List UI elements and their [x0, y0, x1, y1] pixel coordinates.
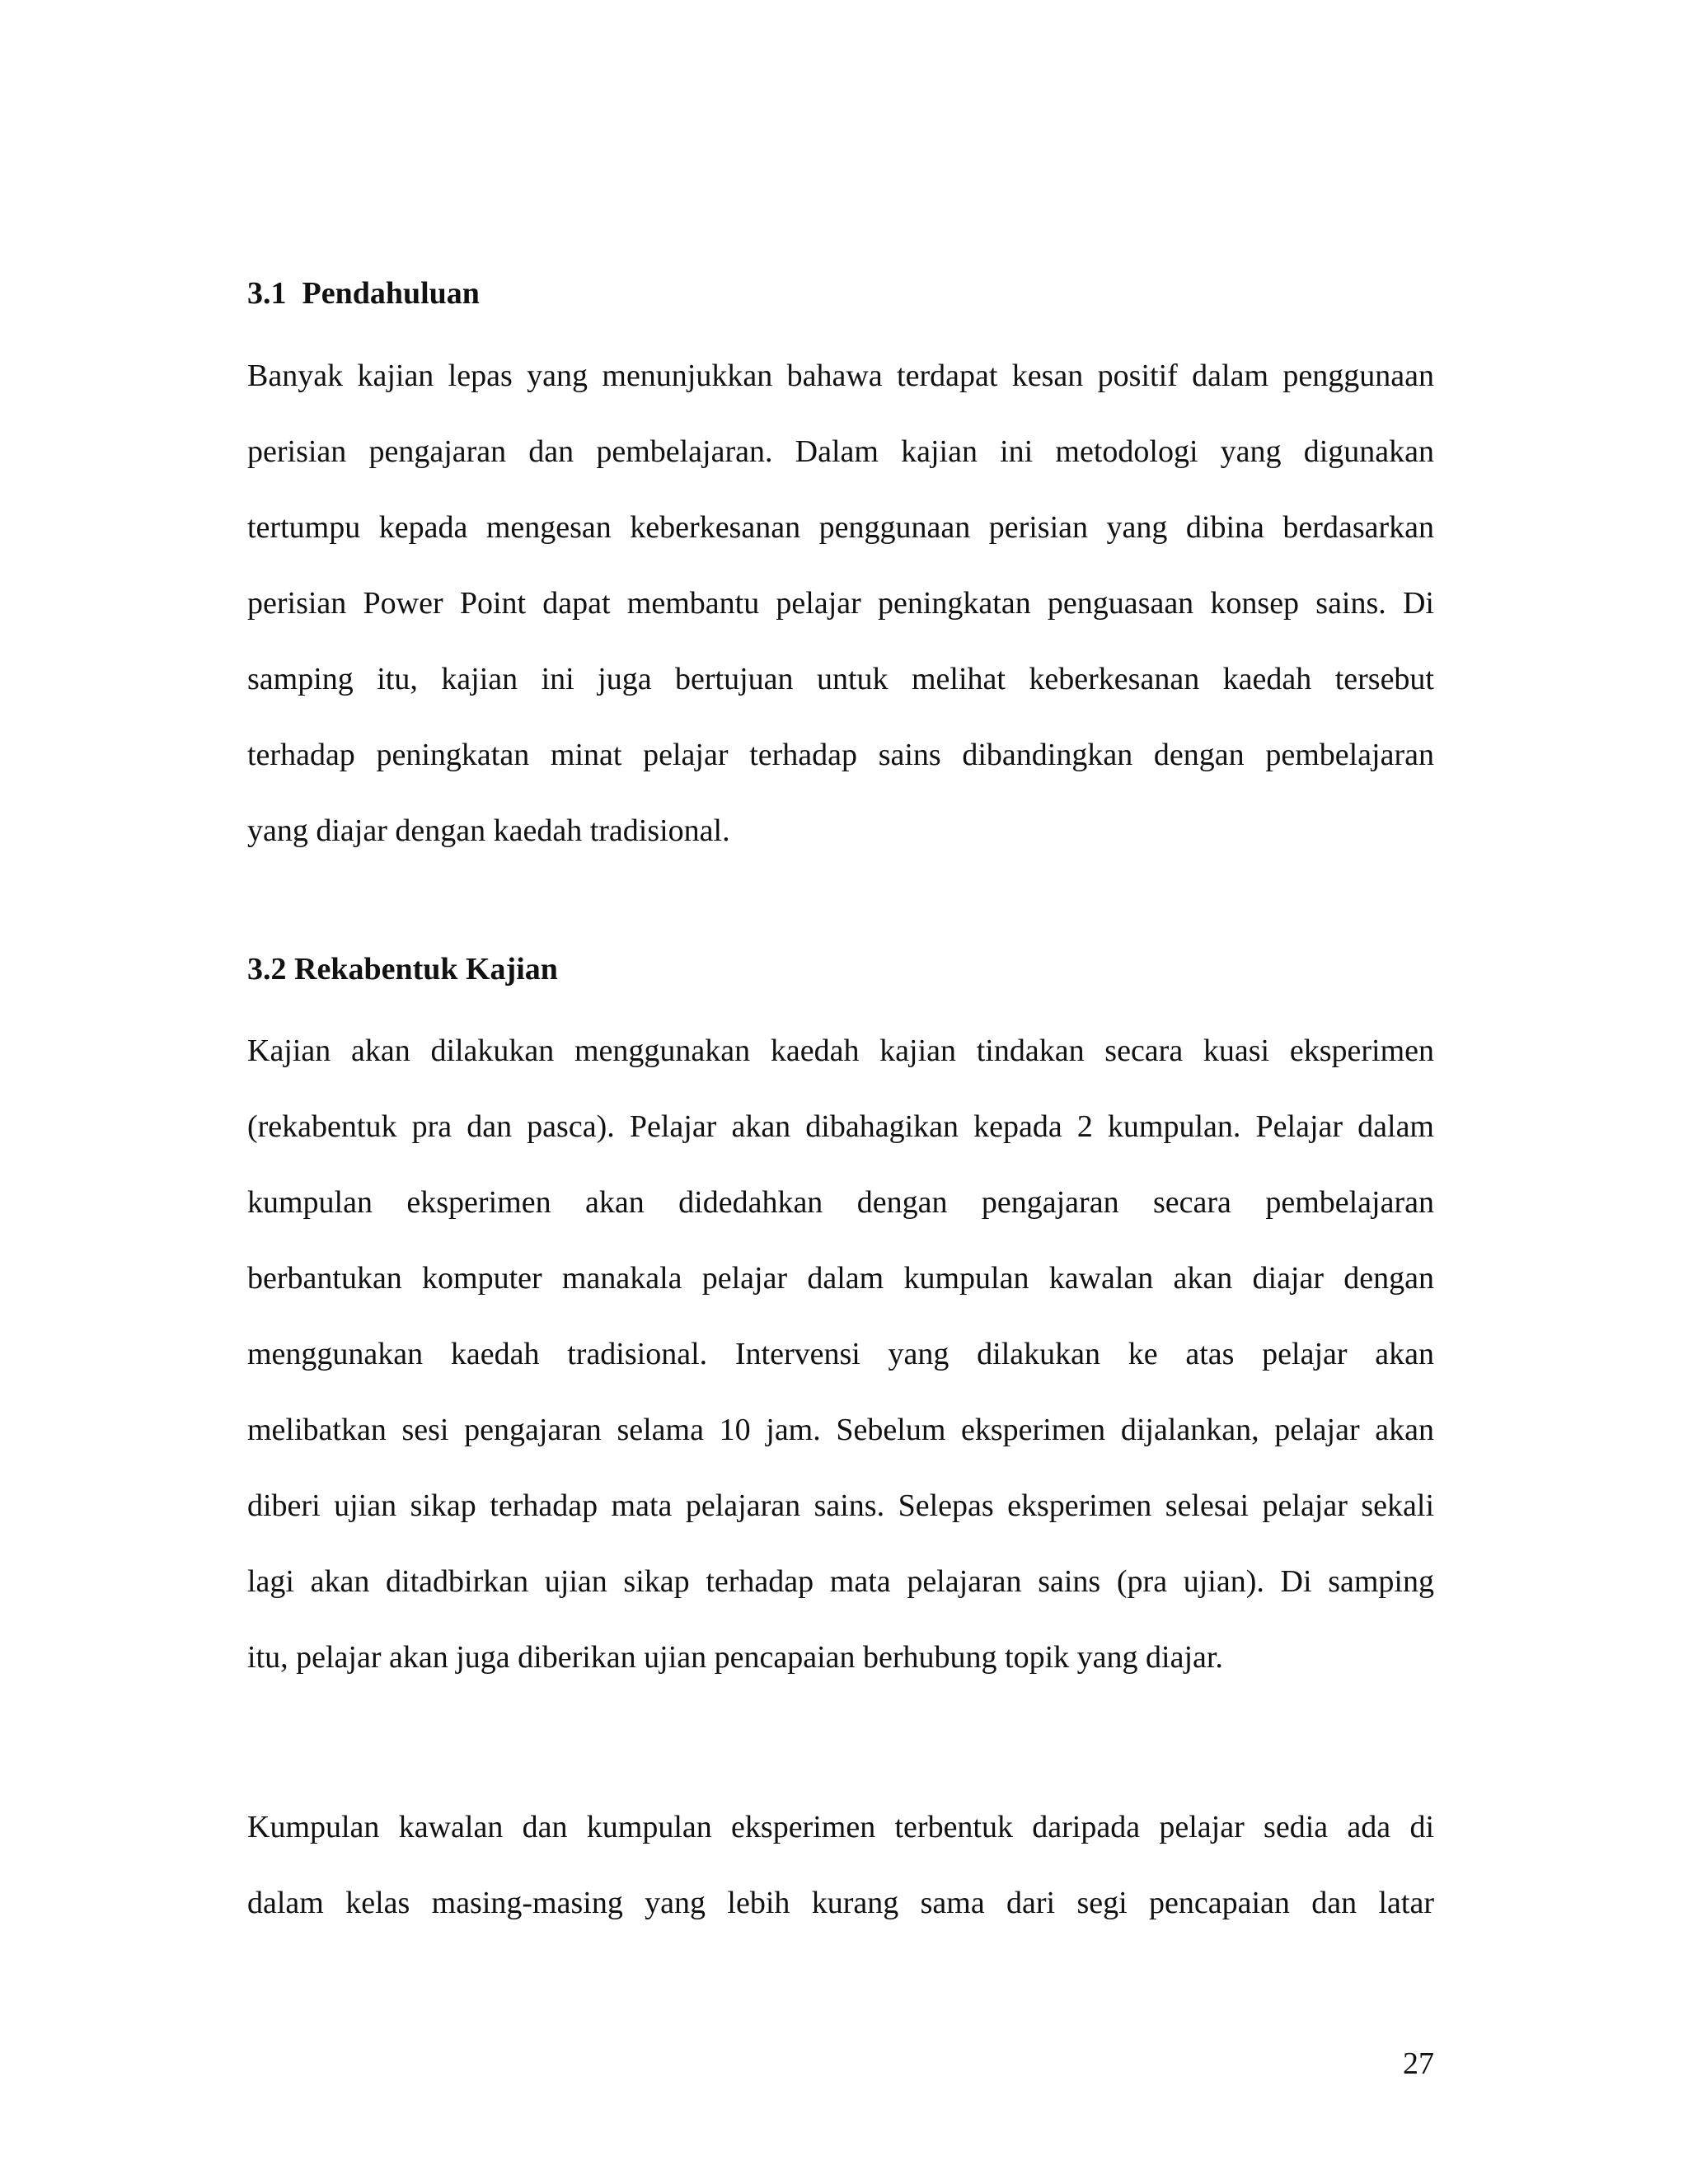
page-content — [247, 262, 1434, 1941]
section-heading-rekabentuk-kajian: 3.2 Rekabentuk Kajian — [247, 951, 558, 987]
paragraph-line: samping itu, kajian ini juga bertujuan untuk melihat keberkesanan kaedah tersebut — [247, 661, 1434, 696]
paragraph-line: Banyak kajian lepas yang menunjukkan bahawa terdapat kesan positif dalam penggunaan — [247, 358, 1434, 393]
paragraph-pendahuluan — [247, 338, 1434, 869]
paragraph-line: (rekabentuk pra dan pasca). Pelajar akan dibahagikan kepada 2 kumpulan. Pelajar dalam — [247, 1109, 1434, 1145]
paragraph-line: tertumpu kepada mengesan keberkesanan penggunaan perisian yang dibina berdasarkan — [247, 509, 1434, 545]
section-heading-pendahuluan: 3.1 Pendahuluan — [247, 276, 480, 311]
paragraph-line: melibatkan sesi pengajaran selama 10 jam. Sebelum eksperimen dijalankan, pelajar akan — [247, 1413, 1434, 1448]
paragraph-line: itu, pelajar akan juga diberikan ujian pencapaian berhubung topik yang diajar. — [247, 1640, 1223, 1675]
paragraph-line: kumpulan eksperimen akan didedahkan dengan pengajaran secara pembelajaran — [247, 1185, 1434, 1221]
paragraph-kumpulan — [247, 1789, 1434, 1941]
paragraph-line: dalam kelas masing-masing yang lebih kurang sama dari segi pencapaian dan latar — [247, 1886, 1434, 1921]
paragraph-line: perisian pengajaran dan pembelajaran. Dalam kajian ini metodologi yang digunakan — [247, 434, 1434, 469]
paragraph-line: menggunakan kaedah tradisional. Intervensi yang dilakukan ke atas pelajar akan — [247, 1337, 1434, 1372]
paragraph-line: diberi ujian sikap terhadap mata pelajaran sains. Selepas eksperimen selesai pelajar sekali — [247, 1488, 1434, 1524]
paragraph-line: Kajian akan dilakukan menggunakan kaedah kajian tindakan secara kuasi eksperimen — [247, 1033, 1434, 1069]
paragraph-line: yang diajar dengan kaedah tradisional. — [247, 813, 730, 848]
paragraph-line: terhadap peningkatan minat pelajar terhadap sains dibandingkan dengan pembelajaran — [247, 737, 1434, 772]
paragraph-line: Kumpulan kawalan dan kumpulan eksperimen terbentuk daripada pelajar sedia ada di — [247, 1810, 1434, 1845]
paragraph-rekabentuk-kajian — [247, 1013, 1434, 1695]
paragraph-line: lagi akan ditadbirkan ujian sikap terhadap mata pelajaran sains (pra ujian). Di samping — [247, 1564, 1434, 1600]
paragraph-line: berbantukan komputer manakala pelajar dalam kumpulan kawalan akan diajar dengan — [247, 1261, 1434, 1296]
paragraph-line: perisian Power Point dapat membantu pelajar peningkatan penguasaan konsep sains. Di — [247, 585, 1434, 621]
page-number: 27 — [1403, 2046, 1434, 2081]
